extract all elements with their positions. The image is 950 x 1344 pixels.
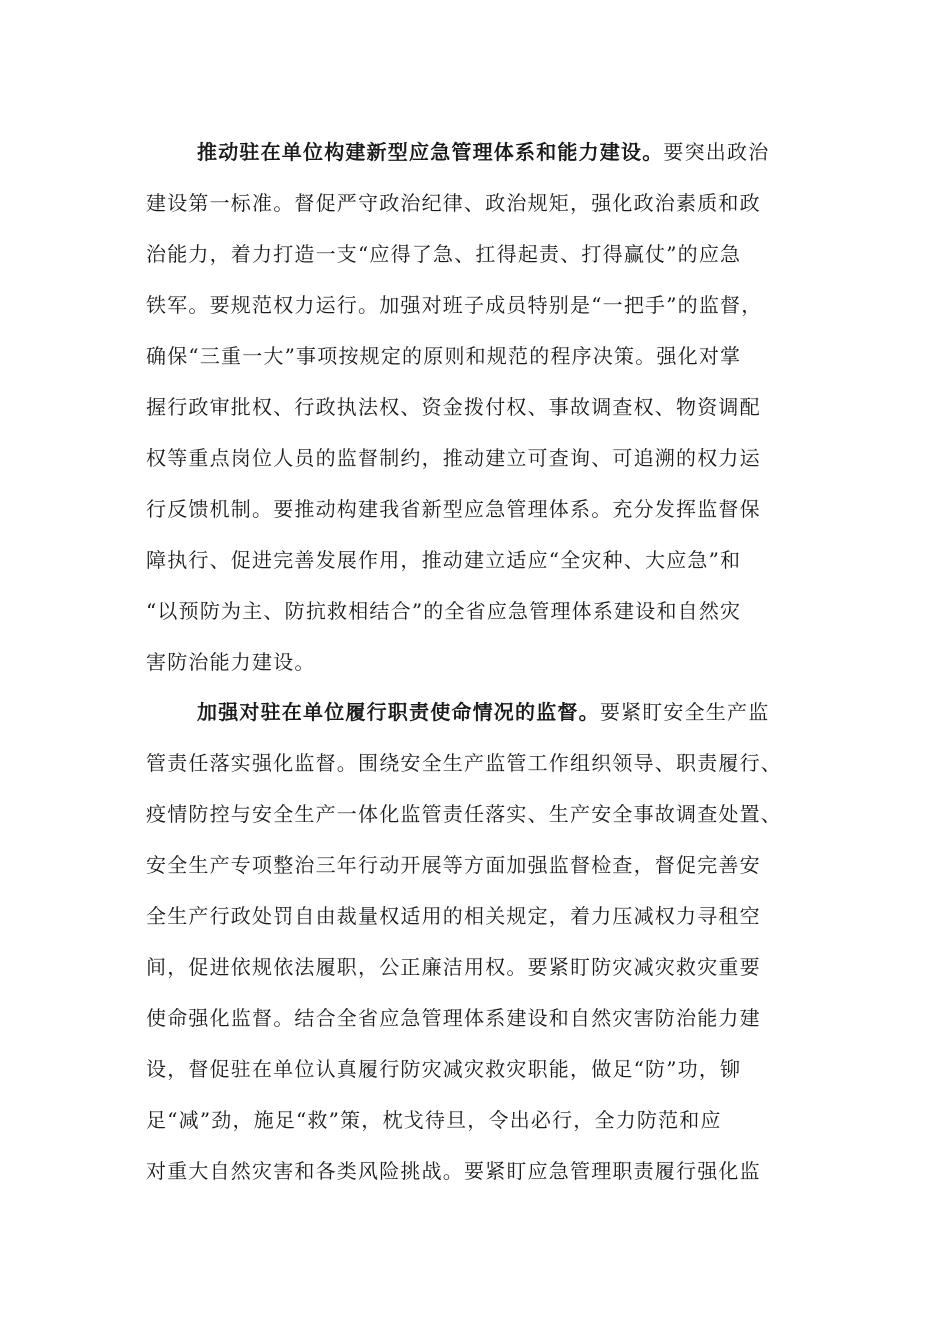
- paragraph-line: 建设第一标准。督促严守政治纪律、政治规矩，强化政治素质和政: [146, 191, 761, 215]
- paragraph-line: 确保“三重一大”事项按规定的原则和规范的程序决策。强化对掌: [146, 344, 742, 368]
- paragraph-line: 行反馈机制。要推动构建我省新型应急管理体系。充分发挥监督保: [146, 497, 761, 521]
- paragraph-line: 铁军。要规范权力运行。加强对班子成员特别是“一把手”的监督，: [146, 293, 763, 317]
- paragraph-line: 使命强化监督。结合全省应急管理体系建设和自然灾害防治能力建: [146, 1006, 761, 1030]
- paragraph-text: 要紧盯安全生产监: [599, 700, 770, 724]
- paragraph-line: 障执行、促进完善发展作用，推动建立适应“全灾种、大应急”和: [146, 548, 742, 572]
- paragraph-line: 握行政审批权、行政执法权、资金拨付权、事故调查权、物资调配: [146, 395, 761, 419]
- paragraph-line: 全生产行政处罚自由裁量权适用的相关规定，着力压减权力寻租空: [146, 904, 761, 928]
- paragraph-duty-supervision: [146, 687, 826, 1197]
- paragraph-line: 对重大自然灾害和各类风险挑战。要紧盯应急管理职责履行强化监: [146, 1159, 761, 1183]
- paragraph-lead-heading: 加强对驻在单位履行职责使命情况的监督。: [197, 700, 600, 724]
- paragraph-line: 治能力，着力打造一支“应得了急、扛得起责、打得赢仗”的应急: [146, 242, 742, 266]
- paragraph-line: “以预防为主、防抗救相结合”的全省应急管理体系建设和自然灾: [146, 599, 742, 623]
- paragraph-line: 权等重点岗位人员的监督制约，推动建立可查询、可追溯的权力运: [146, 446, 761, 470]
- paragraph-emergency-management-system: [146, 127, 826, 688]
- paragraph-line: 足“减”劲，施足“救”策，枕戈待旦，令出必行，全力防范和应: [146, 1108, 722, 1132]
- paragraph-line: 间，促进依规依法履职，公正廉洁用权。要紧盯防灾减灾救灾重要: [146, 955, 761, 979]
- paragraph-line: 安全生产专项整治三年行动开展等方面加强监督检查，督促完善安: [146, 853, 761, 877]
- paragraph-text: 要突出政治: [663, 140, 770, 164]
- paragraph-line: 害防治能力建设。: [146, 650, 316, 674]
- paragraph-first-line: [146, 127, 826, 178]
- paragraph-line: 疫情防控与安全生产一体化监管责任落实、生产安全事故调查处置、: [146, 802, 782, 826]
- paragraph-line: 设，督促驻在单位认真履行防灾减灾救灾职能，做足“防”功，铆: [146, 1057, 742, 1081]
- paragraph-line: 管责任落实强化监督。围绕安全生产监管工作组织领导、职责履行、: [146, 751, 782, 775]
- paragraph-first-line: [146, 687, 826, 738]
- paragraph-lead-heading: 推动驻在单位构建新型应急管理体系和能力建设。: [197, 140, 664, 164]
